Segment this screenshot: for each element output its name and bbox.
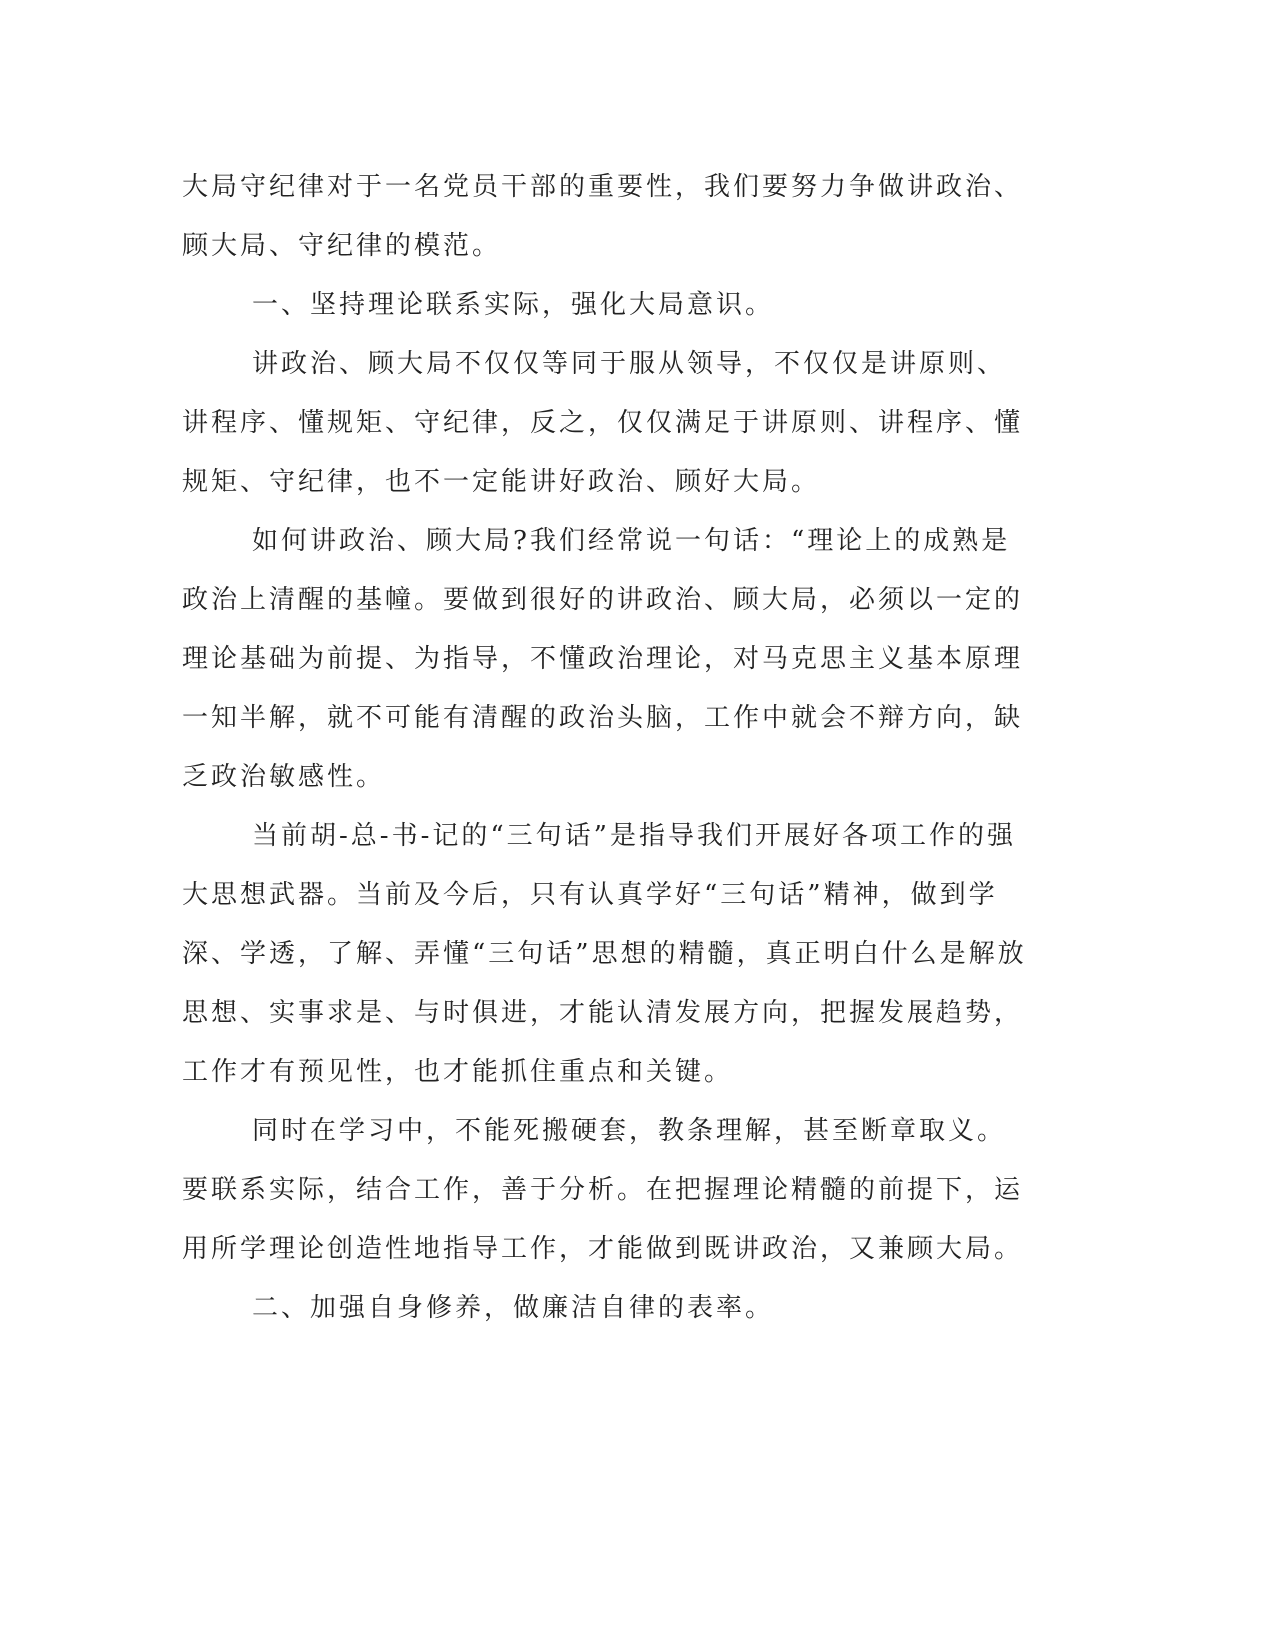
paragraph: 同时在学习中，不能死搬硬套，教条理解，甚至断章取义。要联系实际，结合工作，善于分析。在把握理论精髓的前提下，运用所学理论创造性地指导工作，才能做到既讲政治，又兼顾大局。	[182, 1116, 1024, 1264]
document-body	[182, 158, 1032, 1338]
section-heading-2: 二、加强自身修养，做廉洁自律的表率。	[252, 1293, 775, 1323]
paragraph-continuation: 大局守纪律对于一名党员干部的重要性，我们要努力争做讲政治、顾大局、守纪律的模范。	[182, 172, 1024, 261]
section-heading-1: 一、坚持理论联系实际，强化大局意识。	[252, 290, 775, 320]
paragraph: 如何讲政治、顾大局?我们经常说一句话：“理论上的成熟是政治上清醒的基幢。要做到很好的讲政治、顾大局，必须以一定的理论基础为前提、为指导，不懂政治理论，对马克思主义基本原理一知半解，就不可能有清醒的政治头脑，工作中就会不辩方向，缺乏政治敏感性。	[182, 526, 1024, 792]
paragraph: 当前胡-总-书-记的“三句话”是指导我们开展好各项工作的强大思想武器。当前及今后，只有认真学好“三句话”精神，做到学深、学透，了解、弄懂“三句话”思想的精髓，真正明白什么是解放思想、实事求是、与时俱进，才能认清发展方向，把握发展趋势，工作才有预见性，也才能抓住重点和关键。	[182, 821, 1027, 1087]
paragraph: 讲政治、顾大局不仅仅等同于服从领导，不仅仅是讲原则、讲程序、懂规矩、守纪律，反之，仅仅满足于讲原则、讲程序、懂规矩、守纪律，也不一定能讲好政治、顾好大局。	[182, 349, 1024, 497]
